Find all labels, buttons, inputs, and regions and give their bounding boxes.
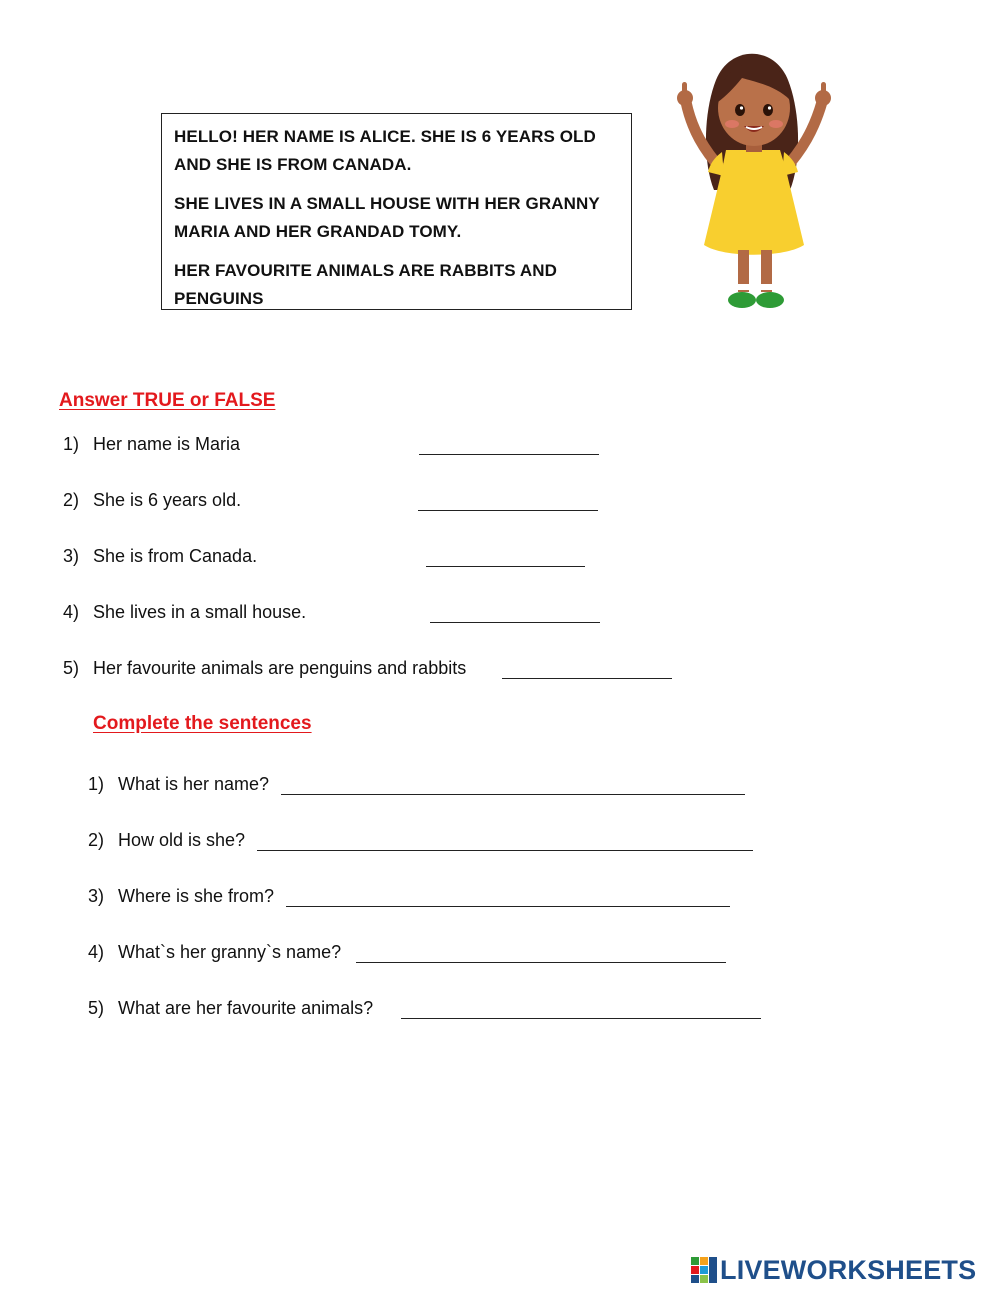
complete-number-3: 3) <box>88 886 105 906</box>
complete-question-2 <box>88 828 245 852</box>
tf-answer-blank-4[interactable] <box>430 622 600 623</box>
tf-text-2: She is 6 years old. <box>93 490 242 510</box>
tf-question-3 <box>63 544 257 568</box>
complete-number-5: 5) <box>88 998 105 1018</box>
complete-answer-blank-2[interactable] <box>257 850 753 851</box>
tf-question-1 <box>63 432 240 456</box>
liveworksheets-logo-text: LIVEWORKSHEETS <box>720 1254 977 1285</box>
complete-question-5 <box>88 996 373 1020</box>
tf-number-2: 2) <box>63 490 80 510</box>
tf-question-2 <box>63 488 241 512</box>
tf-number-4: 4) <box>63 602 80 622</box>
tf-question-4 <box>63 600 306 624</box>
complete-text-4: What`s her granny`s name? <box>118 942 342 962</box>
true-false-title: Answer TRUE or FALSE <box>59 390 276 411</box>
tf-answer-blank-5[interactable] <box>502 678 672 679</box>
reading-passage-box <box>161 113 632 310</box>
complete-answer-blank-4[interactable] <box>356 962 726 963</box>
tf-number-5: 5) <box>63 658 80 678</box>
tf-number-1: 1) <box>63 434 80 454</box>
reading-paragraph-2: SHE LIVES IN A SMALL HOUSE WITH HER GRANNY MARIA AND HER GRANDAD TOMY. <box>174 194 600 241</box>
tf-question-5 <box>63 656 466 680</box>
reading-paragraph-3: HER FAVOURITE ANIMALS ARE RABBITS AND PENGUINS <box>174 261 558 308</box>
complete-question-3 <box>88 884 274 908</box>
complete-text-5: What are her favourite animals? <box>118 998 374 1018</box>
complete-number-1: 1) <box>88 774 105 794</box>
tf-text-1: Her name is Maria <box>93 434 241 454</box>
complete-question-1 <box>88 772 269 796</box>
complete-text-2: How old is she? <box>118 830 246 850</box>
tf-answer-blank-2[interactable] <box>418 510 598 511</box>
complete-title: Complete the sentences <box>93 713 312 734</box>
complete-question-4 <box>88 940 341 964</box>
girl-illustration <box>664 40 844 315</box>
tf-answer-blank-1[interactable] <box>419 454 599 455</box>
complete-answer-blank-3[interactable] <box>286 906 730 907</box>
tf-text-5: Her favourite animals are penguins and rabbits <box>93 658 467 678</box>
liveworksheets-logo <box>691 1255 976 1285</box>
complete-answer-blank-5[interactable] <box>401 1018 761 1019</box>
complete-number-2: 2) <box>88 830 105 850</box>
reading-paragraph-1: HELLO! HER NAME IS ALICE. SHE IS 6 YEARS OLD AND SHE IS FROM CANADA. <box>174 127 596 174</box>
tf-text-3: She is from Canada. <box>93 546 258 566</box>
tf-answer-blank-3[interactable] <box>426 566 585 567</box>
tf-number-3: 3) <box>63 546 80 566</box>
complete-text-1: What is her name? <box>118 774 270 794</box>
complete-number-4: 4) <box>88 942 105 962</box>
liveworksheets-logo-icon <box>691 1257 717 1283</box>
tf-text-4: She lives in a small house. <box>93 602 307 622</box>
complete-answer-blank-1[interactable] <box>281 794 745 795</box>
complete-text-3: Where is she from? <box>118 886 275 906</box>
